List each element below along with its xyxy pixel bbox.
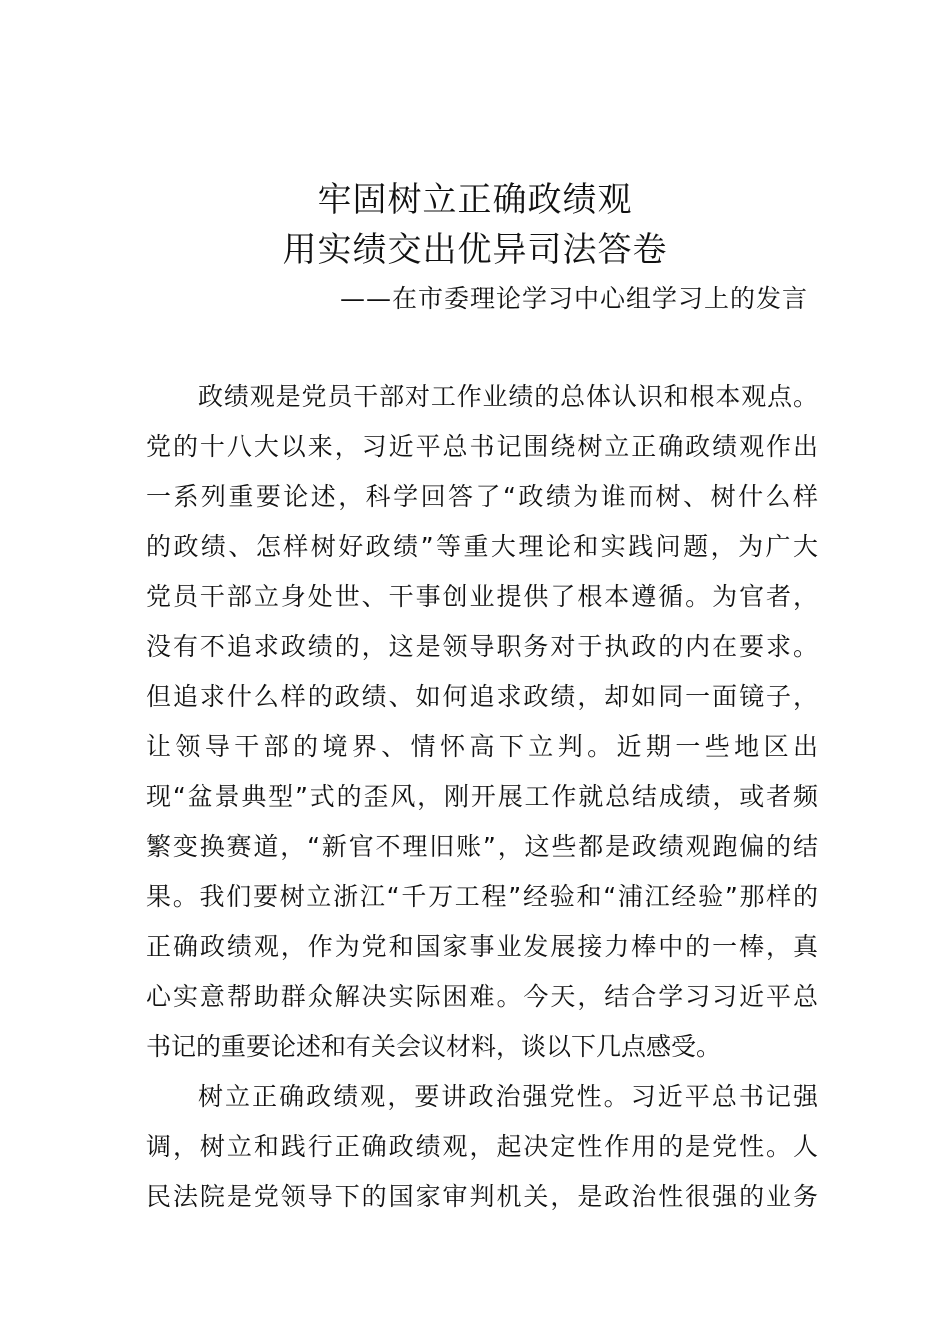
body-line: 党的十八大以来，习近平总书记围绕树立正确政绩观作出 — [146, 432, 818, 461]
body-line: 果。我们要树立浙江“千万工程”经验和“浦江经验”那样的 — [146, 882, 818, 911]
body-line: 让领导干部的境界、情怀高下立判。近期一些地区出 — [146, 732, 818, 761]
body-line: 正确政绩观，作为党和国家事业发展接力棒中的一棒，真 — [146, 932, 818, 961]
subtitle: ——在市委理论学习中心组学习上的发言 — [339, 284, 808, 313]
body-line: 心实意帮助群众解决实际困难。今天，结合学习习近平总 — [146, 982, 818, 1011]
body-line: 的政绩、怎样树好政绩”等重大理论和实践问题，为广大 — [146, 532, 818, 561]
body-line: 繁变换赛道，“新官不理旧账”，这些都是政绩观跑偏的结 — [146, 832, 818, 861]
body-line: 调，树立和践行正确政绩观，起决定性作用的是党性。人 — [146, 1132, 818, 1161]
body-line: 民法院是党领导下的国家审判机关，是政治性很强的业务 — [146, 1182, 818, 1211]
body-line: 但追求什么样的政绩、如何追求政绩，却如同一面镜子， — [146, 682, 818, 711]
title-line-1: 牢固树立正确政绩观 — [317, 180, 633, 220]
body-line: 政绩观是党员干部对工作业绩的总体认识和根本观点。 — [198, 382, 818, 411]
body-line: 一系列重要论述，科学回答了“政绩为谁而树、树什么样 — [146, 482, 818, 511]
body-line: 党员干部立身处世、干事创业提供了根本遵循。为官者， — [146, 582, 818, 611]
title-line-2: 用实绩交出优异司法答卷 — [282, 230, 668, 270]
body-line: 现“盆景典型”式的歪风，刚开展工作就总结成绩，或者频 — [146, 782, 818, 811]
body-line: 没有不追求政绩的，这是领导职务对于执政的内在要求。 — [146, 632, 818, 661]
body-line: 树立正确政绩观，要讲政治强党性。习近平总书记强 — [198, 1082, 818, 1111]
body-line: 书记的重要论述和有关会议材料，谈以下几点感受。 — [146, 1032, 722, 1061]
